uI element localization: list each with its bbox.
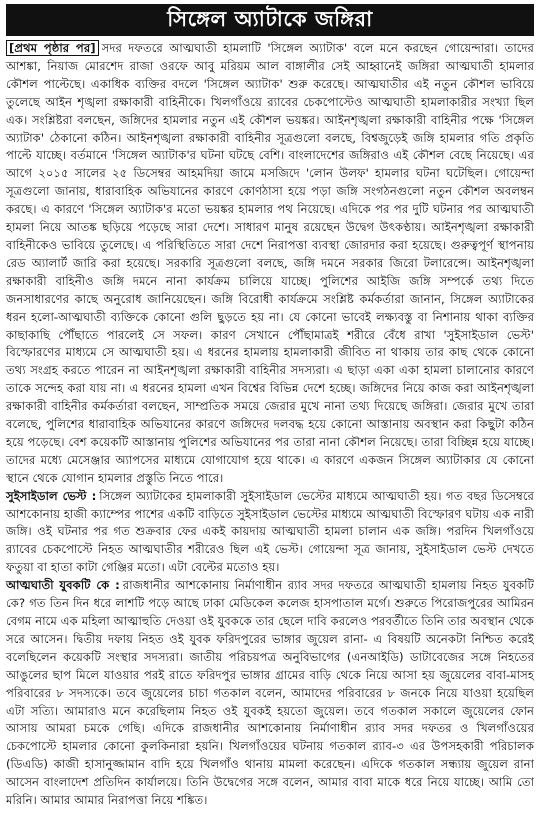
headline: সিঙ্গেল অ্যাটাকে জঙ্গিরা bbox=[167, 6, 373, 31]
section-heading-suicidal-vest: সুইসাইডাল ভেস্ট : bbox=[6, 488, 97, 503]
continued-from-label: [প্রথম পৃষ্ঠার পর] bbox=[6, 40, 99, 56]
section-heading-suicide-youth: আত্মঘাতী যুবকটি কে : bbox=[6, 578, 120, 593]
section-suicidal-vest bbox=[6, 488, 534, 578]
headline-bar bbox=[6, 4, 534, 36]
section-suicide-youth bbox=[6, 577, 534, 810]
article-body bbox=[6, 40, 534, 810]
section-text-suicide-youth: রাজধানীর আশকোনায় নির্মাণাধীন র‌্যাব সদর দফতরে আত্মঘাতী হামলায় নিহত যুবকটি কে? গত তিন দিন ধরে লাশটি পড়ে আছে ঢাকা মেডিকেল কলেজ হাসপাতাল মর্গে। শুরুতে পিরোজপুরের আমিরন বেগম নামে এক মহিলা আত্মাহুতি দেওয়া ওই যুবককে তার ছেলে দাবি করলেও পরবর্তীতে তিনি তার অবস্থান থেকে সরে আসেন। দ্বিতীয় দফায় নিহত ওই যুবক ফরিদপুরের ভাঙ্গার জুয়েল রানা- এ বিষয়টি অনেকটা নিশ্চিত করেই বলেছিলেন কয়েকটি সংস্থার সদস্যরা। জাতীয় পরিচয়পত্র অনুবিভাগের (এনআইডি) ডাটাবেজের সঙ্গে নিহতের আঙুলের ছাপ মিলে যাওয়ার পরই রাতে ফরিদপুর ভাঙ্গার গ্রামের বাড়ি থেকে নিয়ে আসা হয় জুয়েলের বাবা-মাসহ পরিবারের ৮ সদস্যকে। তবে জুয়েলের চাচা গতকাল বলেন, আমাদের পরিবারের ৮ জনকে নিয়ে যাওয়া হয়েছিল এটা সত্যি। আমারাও মনে করেছিলাম নিহত ওই যুবকই হয়তো জুয়েল। তবে গতকাল সকালে জুয়েলের ফোন আসায় আমরা চমকে গেছি। এদিকে রাজধানীর আশকোনায় নির্মাণাধীন র‌্যাব সদর দফতর ও খিলগাঁওয়ের চেকপোস্টে হামলার কোনো কুলকিনারা হয়নি। খিলগাঁওয়ের ঘটনায় গতকাল র‌্যাব-৩ এর উপসহকারী পরিচালক (ডিএডি) কাজী হাসানুজ্জামান বাদি হয়ে খিলগাঁও থানায় মামলা করেছেন। এদিকে গতকাল সন্ধ্যায় জুয়েল রানা আসেন বাংলাদেশ প্রতিদিন কার্যালয়ে। তিনি উদ্বেগের সঙ্গে বলেন, আমার বাবা মাকে ধরে নিয়ে যাচ্ছে। আমি তো মরিনি। আমার আমার নিরাপত্তা নিয়ে শঙ্কিত। bbox=[6, 578, 534, 808]
article-paragraph-lead bbox=[6, 40, 534, 488]
section-text-suicidal-vest: সিঙ্গেল অ্যাটাকের হামলাকারী সুইসাইডাল ভেস্টের মাধ্যমে আত্মঘাতী হয়। গত বছর ডিসেম্বরে আশকোনায় হাজী ক্যাম্পের পাশের একটি বাড়িতে সুইসাইডাল ভেস্টের মাধ্যমে আত্মঘাতী বিস্ফোরণ ঘটায় এক নারী জঙ্গি। ওই ঘটনার পর গত শুক্রবার ফের একই কায়দায় আত্মঘাতী হামলা চালান এক জঙ্গি। পরদিন খিলগাঁওয়ে র‌্যাবের চেকপোস্টে নিহত আত্মঘাতীর শরীরেও ছিল এই ভেস্ট। গোয়েন্দা সূত্র জানায়, সুইসাইডাল ভেস্ট দেখতে ফতুয়া বা হাতা কাটা গেঞ্জির মতো। এটা বেল্টের মতোও হয়। bbox=[6, 488, 534, 575]
lead-paragraph-text: সদর দফতরে আত্মঘাতী হামলাটি 'সিঙ্গেল অ্যাটাক' বলে মনে করছেন গোয়েন্দারা। তাদের আশঙ্কা, নিয়াজ মোরশেদ রাজা ওরফে আবু মরিয়ম আল বাঙ্গালীর সেই আহ্বানেই জঙ্গিরা আত্মঘাতী হামলার কৌশল পাল্টেছে। একাধিক ব্যক্তির বদলে 'সিঙ্গেল অ্যাটাক' শুরু করেছে। আত্মঘাতীর এই নতুন কৌশল ভাবিয়ে তুলেছে আইন শৃঙ্খলা রক্ষাকারী বাহিনীকে। খিলগাঁওয়ে র‌্যাবের চেকপোস্টেও আত্মঘাতী হামলাকারীর সংখ্যা ছিল এক। সংশ্লিষ্টরা বলছেন, জঙ্গিদের হামলার নতুন এই কৌশল ভয়ঙ্কর। আইনশৃঙ্খলা রক্ষাকারী বাহিনীর পক্ষে 'সিঙ্গেল অ্যাটাক' ঠেকানো কঠিন। আইনশৃঙ্খলা রক্ষাকারী বাহিনীর সূত্রগুলো বলছে, বিশ্বজুড়েই জঙ্গি হামলার গতি প্রকৃতি পাল্টে যাচ্ছে। বর্তমানে 'সিঙ্গেল অ্যাটাক'র ঘটনা ঘটছে বেশি। বাংলাদেশের জঙ্গিরাও এই কৌশল বেছে নিয়েছে। এর আগে ২০১৫ সালের ২৫ ডিসেম্বর আহমদিয়া জামে মসজিদে 'লোন উলফ' হামলার ঘটনা ঘটেছিল। গোয়েন্দা সূত্রগুলো জানায়, ধারাবাহিক অভিযানের কারণে কোণঠাসা হয়ে পড়া জঙ্গি সংগঠনগুলো নতুন কৌশল অবলম্বন করছে। এ কারণে 'সিঙ্গেল অ্যাটাক'র মতো ভয়ঙ্কর হামলার পথ নিয়েছে। এদিকে পর পর দুটি ঘটনার পর আত্মঘাতী হামলা নিয়ে আতঙ্ক ছড়িয়ে পড়েছে সারা দেশে। সাধারণ মানুষ রয়েছেন উদ্বেগ উৎকণ্ঠায়। আইনশৃঙ্খলা রক্ষাকারী বাহিনীকেও ভাবিয়ে তুলেছে। এ পরিস্থিতিতে সারা দেশে নিরাপত্তা ব্যবস্থা জোরদার করা হয়েছে। গুরুত্বপূর্ণ স্থাপনায় রেড অ্যালার্ট জারি করা হয়েছে। সরকারি সূত্রগুলো বলছে, জঙ্গি দমনে সরকার জিরো টলারেন্সে। আইনশৃঙ্খলা রক্ষাকারী বাহিনীও জঙ্গি দমনে নানা কার্যক্রম চালিয়ে যাচ্ছে। পুলিশের আইজি জঙ্গি সম্পর্কে তথ্য দিতে জনসাধারণের কাছে অনুরোধ জানিয়েছেন। জঙ্গি বিরোধী কার্যক্রমে সংশ্লিষ্ট কর্মকর্তারা জানান, সিঙ্গেল অ্যাটাকের ধরন হলো-আত্মঘাতী ব্যক্তিকে কোনো গুলি ছুড়তে হয় না। যে কোনো ভাবেই লক্ষ্যবস্তু বা নিশানায় থাকা ব্যক্তির কাছাকাছি পৌঁছাতে পারলেই সে সফল। কারণ সেখানে পৌঁছামাত্রই শরীরে বেঁধে রাখা 'সুইসাইডাল ভেস্ট' বিস্ফোরণের মাধ্যমে সে আত্মঘাতী হয়। এ ধরনের হামলায় হামলাকারী জীবিত না থাকায় তার কাছ থেকে কোনো তথ্য সংগ্রহ করতে পারেন না আইনশৃঙ্খলা রক্ষাকারী বাহিনীর সদস্যরা। এ ছাড়া একা একা হামলা চালানোর কারণে তাকে সন্দেহ করা যায় না। এ ধরনের হামলা এখন বিশ্বের বিভিন্ন দেশে হচ্ছে। জঙ্গিদের নিয়ে কাজ করা আইনশৃঙ্খলা রক্ষাকারী বাহিনীর কর্মকর্তারা বলছেন, সাম্প্রতিক সময়ে জেরার মুখে নানা তথ্য দিয়েছে জঙ্গিরা। জেরার মুখে তারা বলেছে, পুলিশের ধারাবাহিক অভিযানের কারণে জঙ্গিদের দলবদ্ধ হয়ে কোনো আস্তানায় অবস্থান করা কিছুটা কঠিন হয়ে পড়েছে। বেশ কয়েকটি আস্তানায় পুলিশের অভিযানের পর তারা নানা কৌশল নিয়েছে। তারা বিচ্ছিন্ন হয়ে যাচ্ছে। তাদের মধ্যে মেসেঞ্জার অ্যাপসের মাধ্যমে যোগাযোগ হয়ে থাকে। এ কারণে একজন সিঙ্গেল অ্যাটাকার যে কোনো স্থানে থেকে যোগান হামলার প্রস্তুতি নিতে পারে। bbox=[6, 41, 534, 485]
